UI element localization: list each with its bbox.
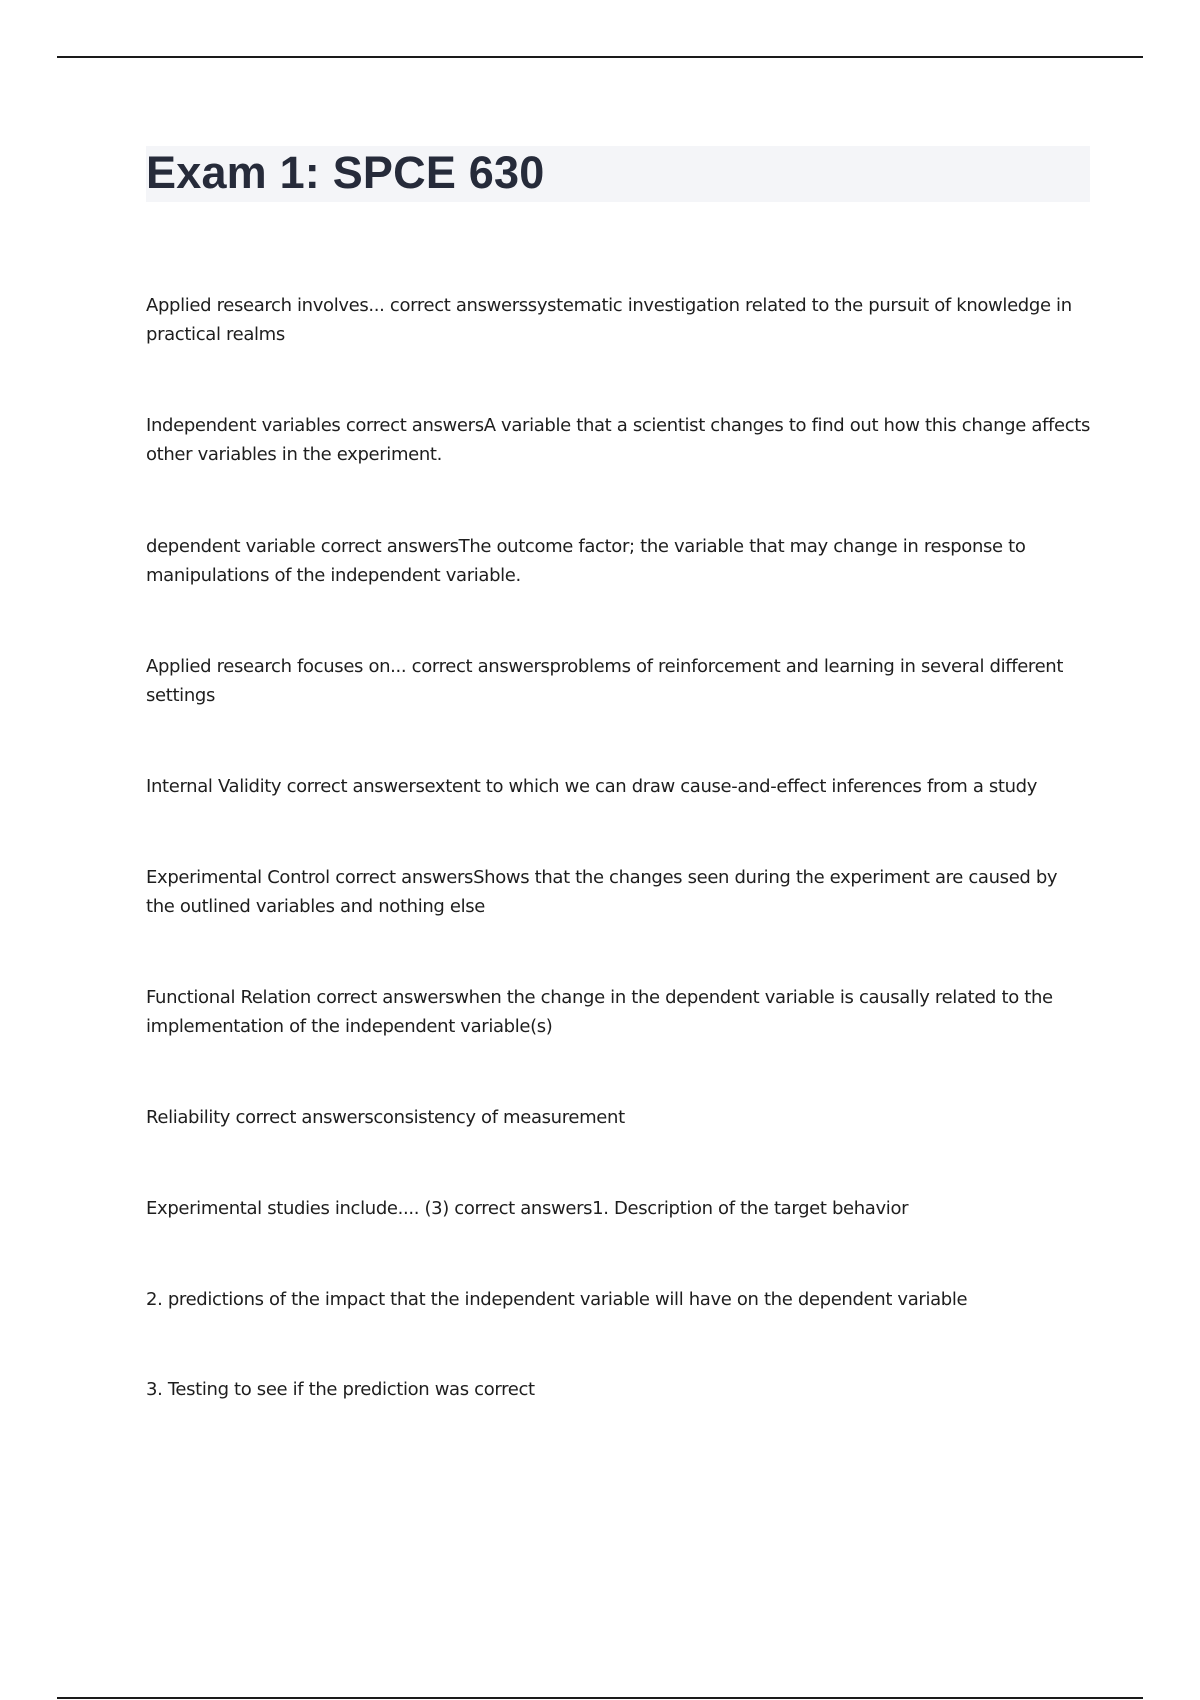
page-title: Exam 1: SPCE 630 bbox=[146, 147, 545, 198]
qa-entry-internal-validity: Internal Validity correct answersextent to which we can draw cause-and-effect inferences from a study bbox=[146, 776, 1038, 797]
qa-entry-applied-research-focuses: Applied research focuses on... correct answersproblems of reinforcement and learning in several different settings bbox=[146, 656, 1064, 706]
qa-entry-independent-variables: Independent variables correct answersA variable that a scientist changes to find out how this change affects other variables in the experiment. bbox=[146, 415, 1090, 465]
qa-entry-functional-relation: Functional Relation correct answerswhen the change in the dependent variable is causally related to the implementation of the independent variable(s) bbox=[146, 987, 1053, 1037]
bottom-divider bbox=[57, 1697, 1143, 1699]
qa-entry-testing: 3. Testing to see if the prediction was correct bbox=[146, 1379, 535, 1400]
qa-entry-dependent-variable: dependent variable correct answersThe outcome factor; the variable that may change in response to manipulations of the independent variable. bbox=[146, 536, 1026, 586]
qa-entry-predictions: 2. predictions of the impact that the independent variable will have on the dependent variable bbox=[146, 1289, 968, 1310]
qa-entry-experimental-control: Experimental Control correct answersShows that the changes seen during the experiment are caused by the outlined variables and nothing else bbox=[146, 867, 1058, 917]
qa-entry-reliability: Reliability correct answersconsistency of measurement bbox=[146, 1107, 625, 1128]
qa-entry-experimental-studies: Experimental studies include.... (3) correct answers1. Description of the target behavior bbox=[146, 1198, 909, 1219]
qa-entry-applied-research-involves: Applied research involves... correct answerssystematic investigation related to the pursuit of knowledge in practical realms bbox=[146, 295, 1072, 345]
top-divider bbox=[57, 56, 1143, 58]
